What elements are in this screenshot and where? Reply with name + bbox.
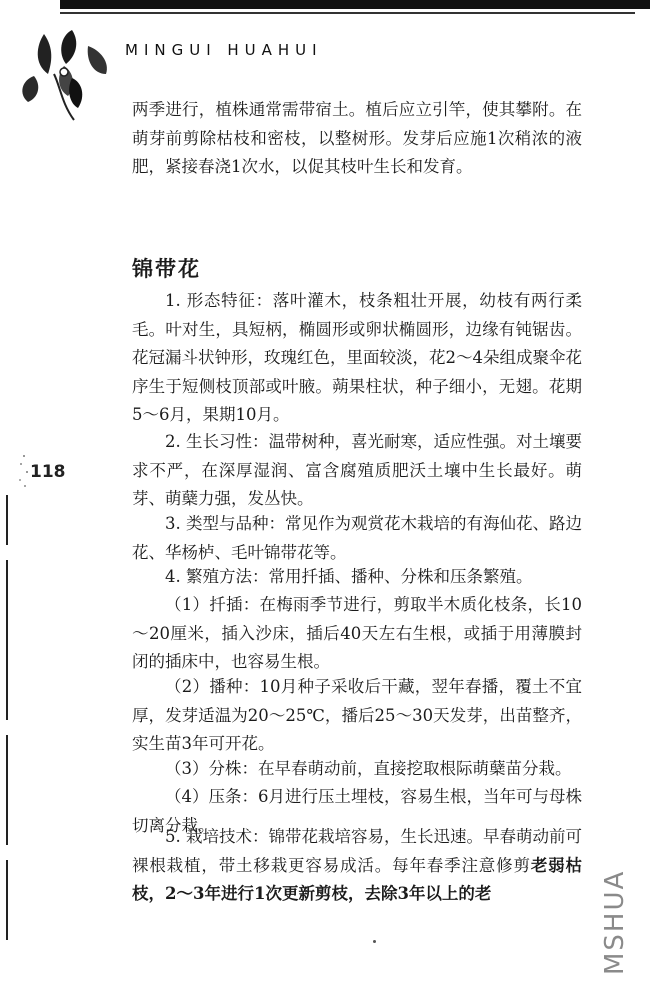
paragraph-cutting: （1）扦插：在梅雨季节进行，剪取半木质化枝条，长10～20厘米，插入沙床，插后40天左右生根，或插于用薄膜封闭的插床中，也容易生根。 <box>132 595 582 672</box>
orchid-flower-icon <box>14 16 126 126</box>
scan-edge-line <box>6 560 8 720</box>
paragraph-morphology: 1. 形态特征：落叶灌木，枝条粗壮开展，幼枝有两行柔毛。叶对生，具短柄，椭圆形或卵状椭圆形，边缘有钝锯齿。花冠漏斗状钟形，玫瑰红色，里面较淡，花2～4朵组成聚伞花序生于短侧枝顶部或叶腋。蒴果柱状，种子细小，无翅。花期5～6月，果期10月。 <box>132 291 582 425</box>
running-title: MINGUI HUAHUI <box>125 41 323 59</box>
intro-paragraph: 两季进行，植株通常需带宿土。植后应立引竿，使其攀附。在萌芽前剪除枯枝和密枝，以整树形。发芽后应施1次稍浓的液肥，紧接春浇1次水，以促其枝叶生长和发育。 <box>132 100 582 177</box>
scan-speck <box>373 940 376 943</box>
paragraph-varieties: 3. 类型与品种：常见作为观赏花木栽培的有海仙花、路边花、华杨栌、毛叶锦带花等。 <box>132 514 582 562</box>
scan-edge-line <box>6 735 8 845</box>
scan-edge-line <box>6 860 8 940</box>
section-title: 锦带花 <box>132 256 201 281</box>
scan-edge-line <box>6 495 8 545</box>
paragraph-layering: （4）压条：6月进行压土埋枝，容易生根，当年可与母株切离分栽。 <box>132 787 582 835</box>
top-rule <box>60 0 650 9</box>
cultivation-bold-text: 老弱枯枝，2～3年进行1次更新剪枝，去除3年以上的老 <box>132 855 583 904</box>
paragraph-habit: 2. 生长习性：温带树种，喜光耐寒，适应性强。对土壤要求不严，在深厚湿润、富含腐殖质肥沃土壤中生长最好。萌芽、萌蘖力强，发丛快。 <box>132 432 582 509</box>
page-number: 118 <box>30 462 66 482</box>
cultivation-text: 5. 栽培技术：锦带花栽培容易，生长迅速。早春萌动前可裸根栽植，带土移栽更容易成活。每年春季注意修剪 <box>132 827 582 875</box>
paragraph-cultivation <box>132 823 582 909</box>
paragraph-division: （3）分株：在早春萌动前，直接挖取根际萌蘖苗分栽。 <box>165 759 572 778</box>
paragraph-sowing: （2）播种：10月种子采收后干藏，翌年春播，覆土不宜厚，发芽适温为20～25℃，播后25～30天发芽，出苗整齐，实生苗3年可开花。 <box>132 677 582 754</box>
paragraph-propagation: 4. 繁殖方法：常用扦插、播种、分株和压条繁殖。 <box>165 567 533 586</box>
top-rule-thin <box>60 12 635 14</box>
watermark: MSHUA <box>600 869 630 975</box>
